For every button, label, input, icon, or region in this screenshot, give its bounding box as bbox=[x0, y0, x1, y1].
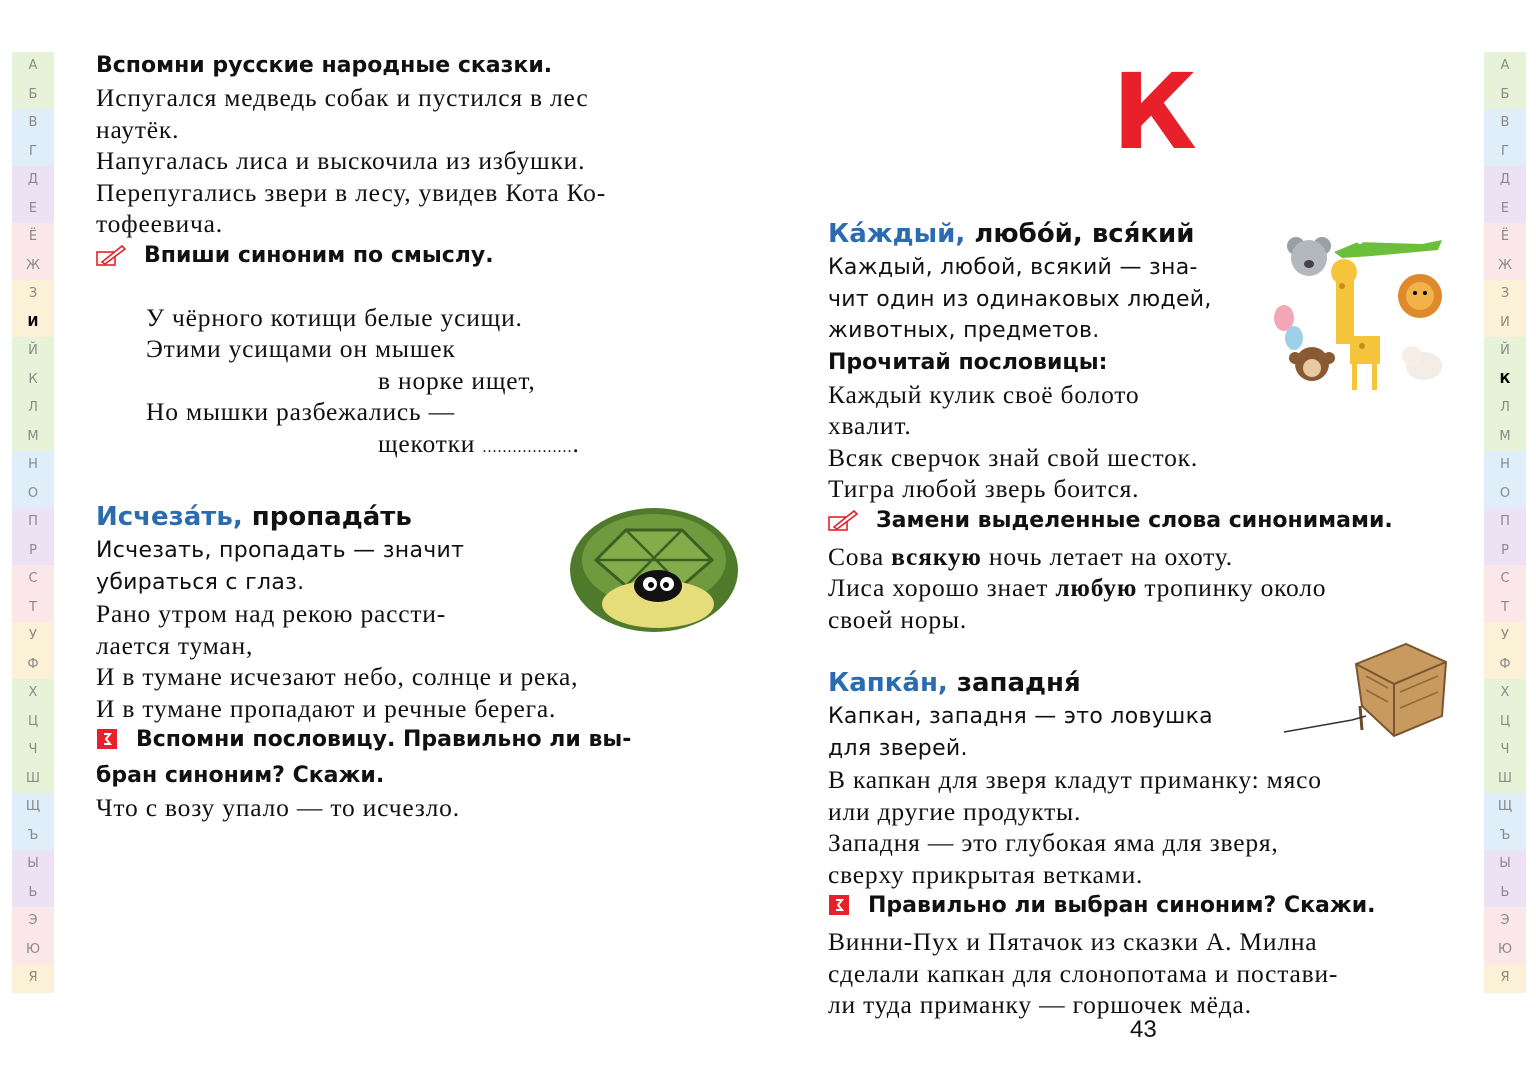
alphabet-strip-right bbox=[1484, 52, 1526, 993]
alphabet-letter: А bbox=[1484, 52, 1526, 81]
alphabet-letter: Д bbox=[12, 166, 54, 195]
alphabet-letter: Ю bbox=[1484, 936, 1526, 965]
alphabet-letter: Ц bbox=[12, 708, 54, 737]
alphabet-letter: Л bbox=[12, 394, 54, 423]
task-replace-words: Замени выделенные слова синонимами. bbox=[828, 505, 1450, 541]
alphabet-letter: П bbox=[1484, 508, 1526, 537]
alphabet-letter: Н bbox=[1484, 451, 1526, 480]
alphabet-letter: В bbox=[12, 109, 54, 138]
alphabet-letter: Э bbox=[1484, 907, 1526, 936]
alphabet-letter: И bbox=[1484, 309, 1526, 338]
alphabet-letter: О bbox=[1484, 480, 1526, 509]
alphabet-letter: Р bbox=[12, 537, 54, 566]
alphabet-letter: Я bbox=[1484, 964, 1526, 993]
alphabet-letter: С bbox=[12, 565, 54, 594]
alphabet-letter: П bbox=[12, 508, 54, 537]
poem-tuman: Рано утром над рекою рассти- лается туман, И в тумане исчезают небо, солнце и река, И в тумане пропадают и речные берега. bbox=[96, 599, 579, 723]
alphabet-letter: В bbox=[1484, 109, 1526, 138]
heading-ischezat: Исчеза́ть, пропада́ть bbox=[96, 502, 412, 532]
alphabet-letter: Э bbox=[12, 907, 54, 936]
heading-kapkan: Капка́н, западня́ bbox=[828, 668, 1081, 698]
alphabet-letter: Ю bbox=[12, 936, 54, 965]
alphabet-letter: Й bbox=[1484, 337, 1526, 366]
alphabet-letter: Х bbox=[12, 679, 54, 708]
alphabet-letter: Ч bbox=[1484, 736, 1526, 765]
alphabet-letter: К bbox=[1484, 366, 1526, 395]
alphabet-letter: Й bbox=[12, 337, 54, 366]
alphabet-letter: Е bbox=[12, 195, 54, 224]
alphabet-letter: Щ bbox=[12, 793, 54, 822]
alphabet-letter: Ф bbox=[12, 651, 54, 680]
alphabet-letter: Б bbox=[1484, 81, 1526, 110]
alphabet-strip-left bbox=[12, 52, 54, 993]
pencil-icon bbox=[96, 244, 126, 276]
alphabet-letter: А bbox=[12, 52, 54, 81]
alphabet-letter: Ы bbox=[12, 850, 54, 879]
alphabet-letter: Ь bbox=[1484, 879, 1526, 908]
alphabet-letter: Ж bbox=[1484, 252, 1526, 281]
task-write-synonym: Впиши синоним по смыслу. bbox=[96, 240, 736, 276]
alphabet-letter: Я bbox=[12, 964, 54, 993]
right-page: Ка́ждый, любо́й, вся́кий Каждый, любой, всякий — зна- чит один из одинаковых людей, животных, предметов. Прочитай пословицы: Каждый кулик своё болото хвалит. Всяк сверчок знай свой шесток. Тигра любой зверь боится. Замени выделенные слова синонимами. Сова всякую ночь летает на охоту. Лиса хорошо знает любую тропинку около своей норы. Капка́н, западня́ Капкан, западня — это ловушка для зверей. В капкан для зверя кладут приманку: мясо или другие продукты. Западня — это глубокая яма для зверя, сверху прикрытая ветками. Правильно ли выбран синоним? Скажи. Винни-Пух и Пятачок из сказки А. Милна сделали капкан для слонопотама и постави- ли туда приманку — горшочек мёда. bbox=[828, 216, 1450, 1021]
alphabet-letter: Г bbox=[12, 138, 54, 167]
alphabet-letter: Ш bbox=[12, 765, 54, 794]
highlighted-word: всякую bbox=[891, 541, 982, 571]
alphabet-letter: Ъ bbox=[1484, 822, 1526, 851]
task-read-proverbs: Прочитай пословицы: bbox=[828, 349, 1108, 375]
alphabet-letter: С bbox=[1484, 565, 1526, 594]
alphabet-letter: З bbox=[1484, 280, 1526, 309]
trap-box-illustration bbox=[1282, 636, 1450, 745]
poem-kotishcha: У чёрного котищи белые усищи. Этими усищами он мышек в норке ищет, Но мышки разбежались — щекотки ................... bbox=[146, 302, 580, 458]
alphabet-letter: Б bbox=[12, 81, 54, 110]
alphabet-letter: Ы bbox=[1484, 850, 1526, 879]
alphabet-letter: Г bbox=[1484, 138, 1526, 167]
task-check-synonym: Правильно ли выбран синоним? Скажи. bbox=[828, 890, 1450, 926]
alphabet-letter: Е bbox=[1484, 195, 1526, 224]
alphabet-letter: М bbox=[12, 423, 54, 452]
alphabet-letter: Ь bbox=[12, 879, 54, 908]
alphabet-letter: Ё bbox=[12, 223, 54, 252]
alphabet-letter: Т bbox=[12, 594, 54, 623]
alphabet-letter: О bbox=[12, 480, 54, 509]
alphabet-letter: Ц bbox=[1484, 708, 1526, 737]
alphabet-letter: З bbox=[12, 280, 54, 309]
answer-blank[interactable]: .................. bbox=[482, 438, 573, 456]
alphabet-letter: Д bbox=[1484, 166, 1526, 195]
alphabet-letter: Х bbox=[1484, 679, 1526, 708]
task-proverb: Вспомни пословицу. Правильно ли вы- бран синоним? Скажи. bbox=[96, 727, 632, 788]
alphabet-letter: Т bbox=[1484, 594, 1526, 623]
speech-icon bbox=[828, 894, 850, 926]
page-number: 43 bbox=[1130, 1016, 1157, 1043]
big-letter-k: К bbox=[1112, 51, 1198, 173]
alphabet-letter: Ч bbox=[12, 736, 54, 765]
turtle-illustration bbox=[566, 500, 742, 641]
alphabet-letter: М bbox=[1484, 423, 1526, 452]
alphabet-letter: Ъ bbox=[12, 822, 54, 851]
alphabet-letter: Л bbox=[1484, 394, 1526, 423]
alphabet-letter: Р bbox=[1484, 537, 1526, 566]
heading-kazhdy: Ка́ждый, любо́й, вся́кий bbox=[828, 219, 1195, 249]
alphabet-letter: У bbox=[1484, 622, 1526, 651]
alphabet-letter: Ж bbox=[12, 252, 54, 281]
left-page: Вспомни русские народные сказки. Испугался медведь собак и пустился в лес наутёк. Напугалась лиса и выскочила из избушки. Перепугались звери в лесу, увидев Кота Ко- тофеевича. Впиши синоним по смыслу. У чёрного котищи белые усищи. Этими усищами он мышек в норке ищет, Но мышки разбежались — щекотки ................... Исчеза́ть, пропада́ть Исчезать, пропадать — значит убираться с глаз. Рано утром над рекою рассти- лается туман, И в тумане исчезают небо, солнце и река, И в тумане пропадают и речные берега. Вспомни пословицу. Правильно ли вы- бран синоним? Скажи. Что с возу упало — то исчезло. bbox=[96, 50, 736, 824]
alphabet-letter: Ф bbox=[1484, 651, 1526, 680]
proverb-ischezlo: Что с возу упало — то исчезло. bbox=[96, 793, 460, 822]
highlighted-word: любую bbox=[1055, 573, 1138, 602]
alphabet-letter: Ш bbox=[1484, 765, 1526, 794]
pencil-icon bbox=[828, 509, 858, 541]
alphabet-letter: У bbox=[12, 622, 54, 651]
animals-illustration bbox=[1272, 226, 1452, 407]
alphabet-letter: Ё bbox=[1484, 223, 1526, 252]
task-remember-tales: Вспомни русские народные сказки. bbox=[96, 53, 553, 78]
tale-sentences: Испугался медведь собак и пустился в лес наутёк. Напугалась лиса и выскочила из избушки. Перепугались звери в лесу, увидев Кота Ко- тофеевича. bbox=[96, 83, 606, 238]
alphabet-letter: К bbox=[12, 366, 54, 395]
speech-icon bbox=[96, 728, 118, 760]
alphabet-letter: И bbox=[12, 309, 54, 338]
alphabet-letter: Щ bbox=[1484, 793, 1526, 822]
alphabet-letter: Н bbox=[12, 451, 54, 480]
